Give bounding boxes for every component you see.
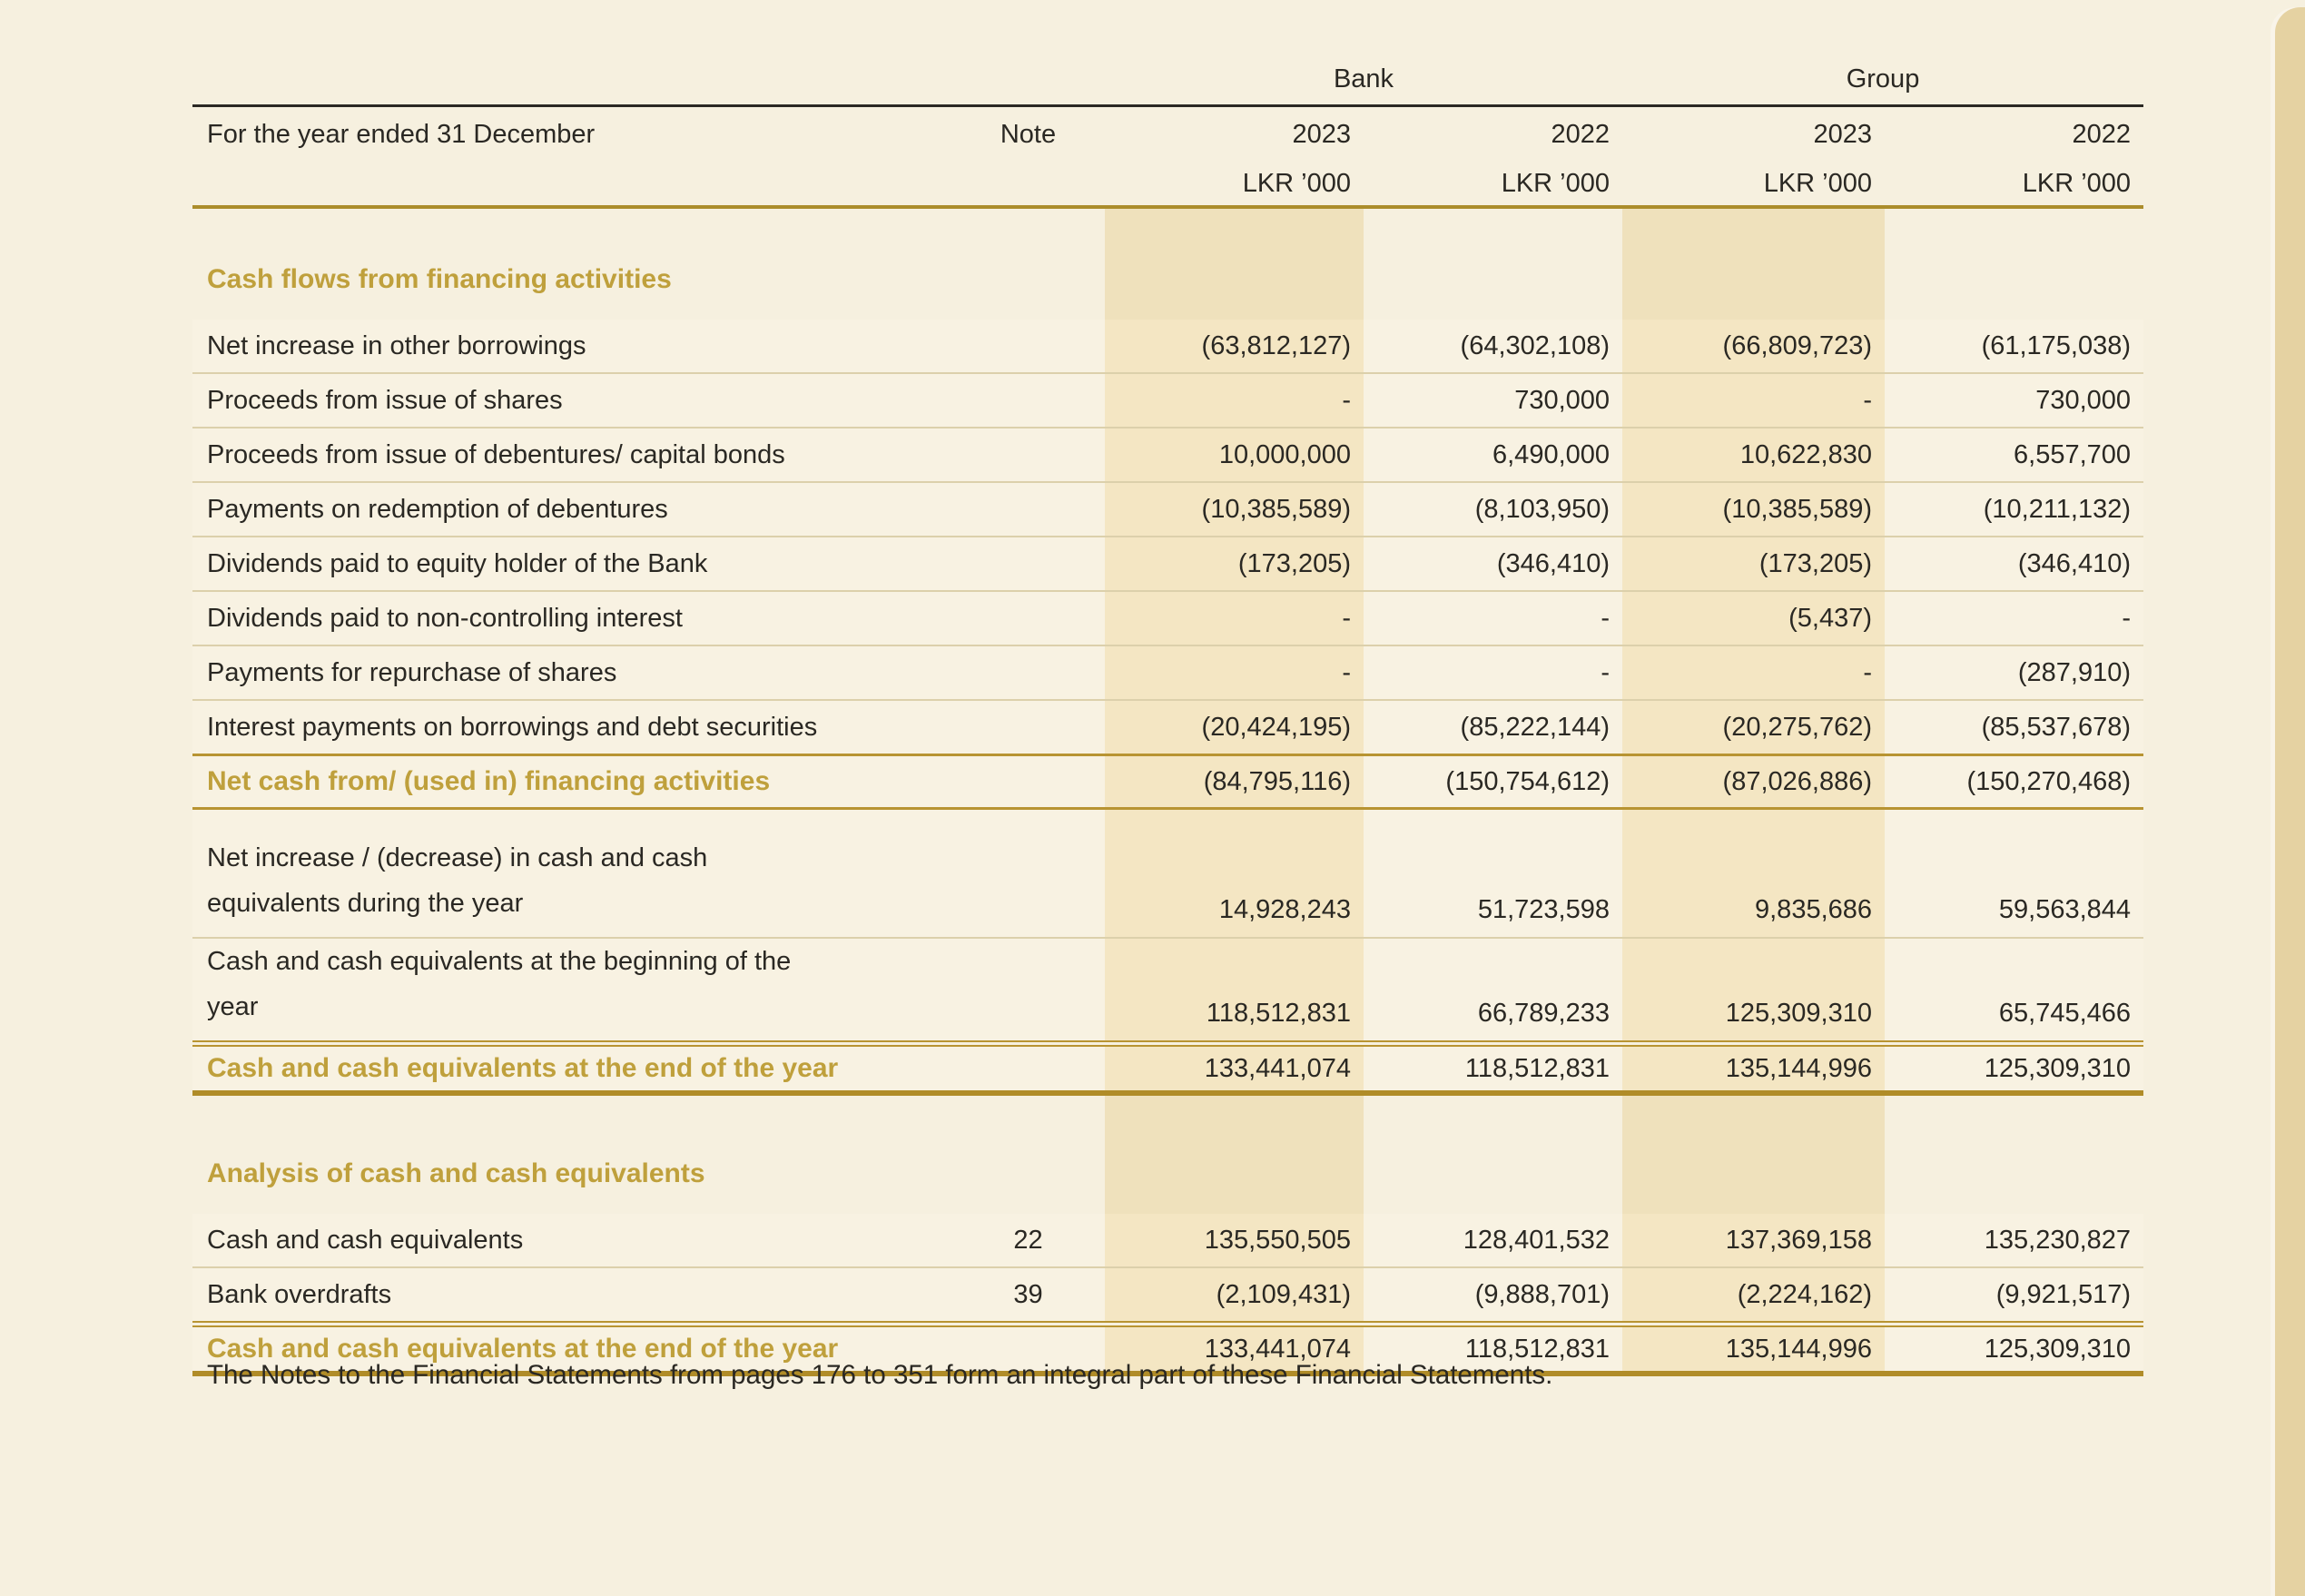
spacer-cell: [1071, 1267, 1105, 1325]
spacer-cell: [1071, 755, 1105, 809]
cash-flow-statement-table: [192, 32, 2143, 1376]
total-row-financing: [192, 755, 2143, 809]
value-bank-2023: -: [1105, 373, 1364, 428]
spacer-cell: [1071, 1044, 1105, 1094]
currency-label: LKR ’000: [1364, 162, 1622, 207]
value-group-2022: (346,410): [1885, 537, 2143, 591]
value-group-2022: -: [1885, 591, 2143, 645]
total-row-label: Net cash from/ (used in) financing activities: [192, 755, 985, 809]
value-group-2023: 9,835,686: [1622, 809, 1885, 939]
value-group-2023: (173,205): [1622, 537, 1885, 591]
total-row-label: Cash and cash equivalents at the end of the year: [192, 1044, 985, 1094]
value-bank-2023: 14,928,243: [1105, 809, 1364, 939]
row-label: Net increase in other borrowings: [192, 320, 985, 373]
note-cell: [985, 645, 1071, 700]
row-label: Proceeds from issue of debentures/ capital bonds: [192, 428, 985, 482]
value-group-2023: 137,369,158: [1622, 1214, 1885, 1267]
value-bank-2023: (84,795,116): [1105, 755, 1364, 809]
currency-label: LKR ’000: [1885, 162, 2143, 207]
table-row: [192, 320, 2143, 373]
value-bank-2023: 10,000,000: [1105, 428, 1364, 482]
row-label-line1: Net increase / (decrease) in cash and cash: [207, 843, 708, 872]
row-label: Cash and cash equivalents: [192, 1214, 985, 1267]
value-group-2023: (66,809,723): [1622, 320, 1885, 373]
highlight-cell: [1105, 1093, 1364, 1214]
value-group-2023: 135,144,996: [1622, 1325, 1885, 1374]
spacer-cell: [1071, 700, 1105, 755]
year-header-group-2022: 2022: [2072, 119, 2132, 149]
value-group-2022: (150,270,468): [1885, 755, 2143, 809]
value-bank-2022: 118,512,831: [1364, 1044, 1622, 1094]
value-group-2022: 730,000: [1885, 373, 2143, 428]
value-bank-2022: (150,754,612): [1364, 755, 1622, 809]
value-group-2022: 65,745,466: [1885, 938, 2143, 1044]
table-row: [192, 809, 2143, 939]
value-group-2023: 125,309,310: [1622, 938, 1885, 1044]
value-bank-2023: 118,512,831: [1105, 938, 1364, 1044]
value-bank-2023: 133,441,074: [1105, 1044, 1364, 1094]
value-bank-2022: -: [1364, 591, 1622, 645]
value-group-2023: (20,275,762): [1622, 700, 1885, 755]
row-label: Dividends paid to equity holder of the Bank: [192, 537, 985, 591]
value-bank-2023: -: [1105, 645, 1364, 700]
table-row: [192, 1267, 2143, 1325]
note-column-header: Note: [1000, 119, 1057, 149]
spacer-cell: [1071, 162, 1105, 207]
row-label: Payments on redemption of debentures: [192, 482, 985, 537]
spacer-cell: [192, 32, 1105, 106]
currency-label: LKR ’000: [1622, 162, 1885, 207]
spacer-cell: [1885, 1093, 2143, 1214]
spacer-cell: [1071, 428, 1105, 482]
table-row: [192, 645, 2143, 700]
spacer-cell: [1071, 106, 1105, 163]
row-label: [192, 938, 985, 1044]
value-bank-2022: 66,789,233: [1364, 938, 1622, 1044]
note-cell: [985, 537, 1071, 591]
value-bank-2022: 118,512,831: [1364, 1325, 1622, 1374]
value-bank-2023: -: [1105, 591, 1364, 645]
year-header-row: [192, 106, 2143, 163]
section-heading-financing: Cash flows from financing activities: [207, 264, 672, 294]
value-bank-2022: (85,222,144): [1364, 700, 1622, 755]
note-cell: [985, 755, 1071, 809]
value-group-2023: 135,144,996: [1622, 1044, 1885, 1094]
spacer-cell: [1071, 537, 1105, 591]
year-header-bank-2023: 2023: [1292, 119, 1351, 149]
value-bank-2022: (346,410): [1364, 537, 1622, 591]
highlight-cell: [1622, 207, 1885, 320]
spacer-cell: [1071, 809, 1105, 939]
value-bank-2023: (2,109,431): [1105, 1267, 1364, 1325]
value-group-2022: 125,309,310: [1885, 1325, 2143, 1374]
entity-header-row: [192, 32, 2143, 106]
year-header-bank-2022: 2022: [1551, 119, 1611, 149]
value-bank-2023: 135,550,505: [1105, 1214, 1364, 1267]
page-edge-band: [2275, 7, 2305, 1596]
value-bank-2022: 6,490,000: [1364, 428, 1622, 482]
spacer-cell: [1071, 938, 1105, 1044]
row-label-line1: Cash and cash equivalents at the beginning of the: [207, 947, 792, 976]
spacer-cell: [1364, 1093, 1622, 1214]
currency-header-row: [192, 162, 2143, 207]
table-row: [192, 1214, 2143, 1267]
value-group-2022: 59,563,844: [1885, 809, 2143, 939]
note-cell: [985, 320, 1071, 373]
total-row-label: Cash and cash equivalents at the end of the year: [192, 1325, 985, 1374]
table-row: [192, 700, 2143, 755]
spacer-cell: [1071, 482, 1105, 537]
table-row: [192, 373, 2143, 428]
row-label-line2: year: [207, 992, 259, 1021]
value-bank-2022: 51,723,598: [1364, 809, 1622, 939]
value-bank-2022: 730,000: [1364, 373, 1622, 428]
note-cell: [985, 809, 1071, 939]
year-header-group-2023: 2023: [1813, 119, 1873, 149]
value-group-2022: 125,309,310: [1885, 1044, 2143, 1094]
note-cell: [985, 428, 1071, 482]
value-bank-2023: (173,205): [1105, 537, 1364, 591]
value-group-2022: (85,537,678): [1885, 700, 2143, 755]
spacer-cell: [1071, 645, 1105, 700]
notes-reference-text: The Notes to the Financial Statements from pages 176 to 351 form an integral part of these Financial Statements.: [207, 1360, 1553, 1390]
table-row: [192, 938, 2143, 1044]
highlight-cell: [1105, 207, 1364, 320]
row-label: Interest payments on borrowings and debt securities: [192, 700, 985, 755]
value-group-2023: -: [1622, 645, 1885, 700]
group-column-header: Group: [1622, 32, 2143, 106]
spacer-cell: [985, 162, 1071, 207]
note-cell: [985, 700, 1071, 755]
spacer-cell: [1071, 1214, 1105, 1267]
total-row-end-of-year: [192, 1044, 2143, 1094]
section-heading-row: [192, 207, 2143, 320]
note-cell: [985, 482, 1071, 537]
spacer-cell: [1071, 320, 1105, 373]
row-label: Payments for repurchase of shares: [192, 645, 985, 700]
value-bank-2023: (20,424,195): [1105, 700, 1364, 755]
row-label-line2: equivalents during the year: [207, 889, 524, 918]
value-group-2022: 135,230,827: [1885, 1214, 2143, 1267]
value-group-2022: (61,175,038): [1885, 320, 2143, 373]
value-bank-2022: (8,103,950): [1364, 482, 1622, 537]
note-cell: [985, 373, 1071, 428]
value-group-2022: 6,557,700: [1885, 428, 2143, 482]
note-cell: [985, 938, 1071, 1044]
value-group-2023: (5,437): [1622, 591, 1885, 645]
row-label: Proceeds from issue of shares: [192, 373, 985, 428]
bank-column-header: Bank: [1105, 32, 1622, 106]
table-row: [192, 428, 2143, 482]
value-group-2023: (2,224,162): [1622, 1267, 1885, 1325]
value-group-2023: 10,622,830: [1622, 428, 1885, 482]
table-row: [192, 482, 2143, 537]
value-group-2023: (87,026,886): [1622, 755, 1885, 809]
note-reference: 39: [985, 1267, 1071, 1325]
value-bank-2023: 133,441,074: [1105, 1325, 1364, 1374]
spacer-cell: [1364, 207, 1622, 320]
row-label: Dividends paid to non-controlling interest: [192, 591, 985, 645]
table-row: [192, 537, 2143, 591]
spacer-cell: [192, 162, 985, 207]
value-bank-2023: (63,812,127): [1105, 320, 1364, 373]
table-row: [192, 591, 2143, 645]
row-label: [192, 809, 985, 939]
note-cell: [985, 1044, 1071, 1094]
section-heading-analysis: Analysis of cash and cash equivalents: [207, 1158, 705, 1188]
value-group-2022: (287,910): [1885, 645, 2143, 700]
value-bank-2022: (64,302,108): [1364, 320, 1622, 373]
note-reference: 22: [985, 1214, 1071, 1267]
value-bank-2022: 128,401,532: [1364, 1214, 1622, 1267]
value-bank-2023: (10,385,589): [1105, 482, 1364, 537]
currency-label: LKR ’000: [1105, 162, 1364, 207]
value-bank-2022: -: [1364, 645, 1622, 700]
note-cell: [985, 591, 1071, 645]
section-heading-row: [192, 1093, 2143, 1214]
row-label: Bank overdrafts: [192, 1267, 985, 1325]
spacer-cell: [1071, 373, 1105, 428]
highlight-cell: [1622, 1093, 1885, 1214]
statement-period-title: For the year ended 31 December: [207, 119, 596, 149]
value-group-2023: (10,385,589): [1622, 482, 1885, 537]
value-group-2022: (9,921,517): [1885, 1267, 2143, 1325]
value-group-2023: -: [1622, 373, 1885, 428]
spacer-cell: [1071, 591, 1105, 645]
spacer-cell: [1885, 207, 2143, 320]
value-bank-2022: (9,888,701): [1364, 1267, 1622, 1325]
value-group-2022: (10,211,132): [1885, 482, 2143, 537]
